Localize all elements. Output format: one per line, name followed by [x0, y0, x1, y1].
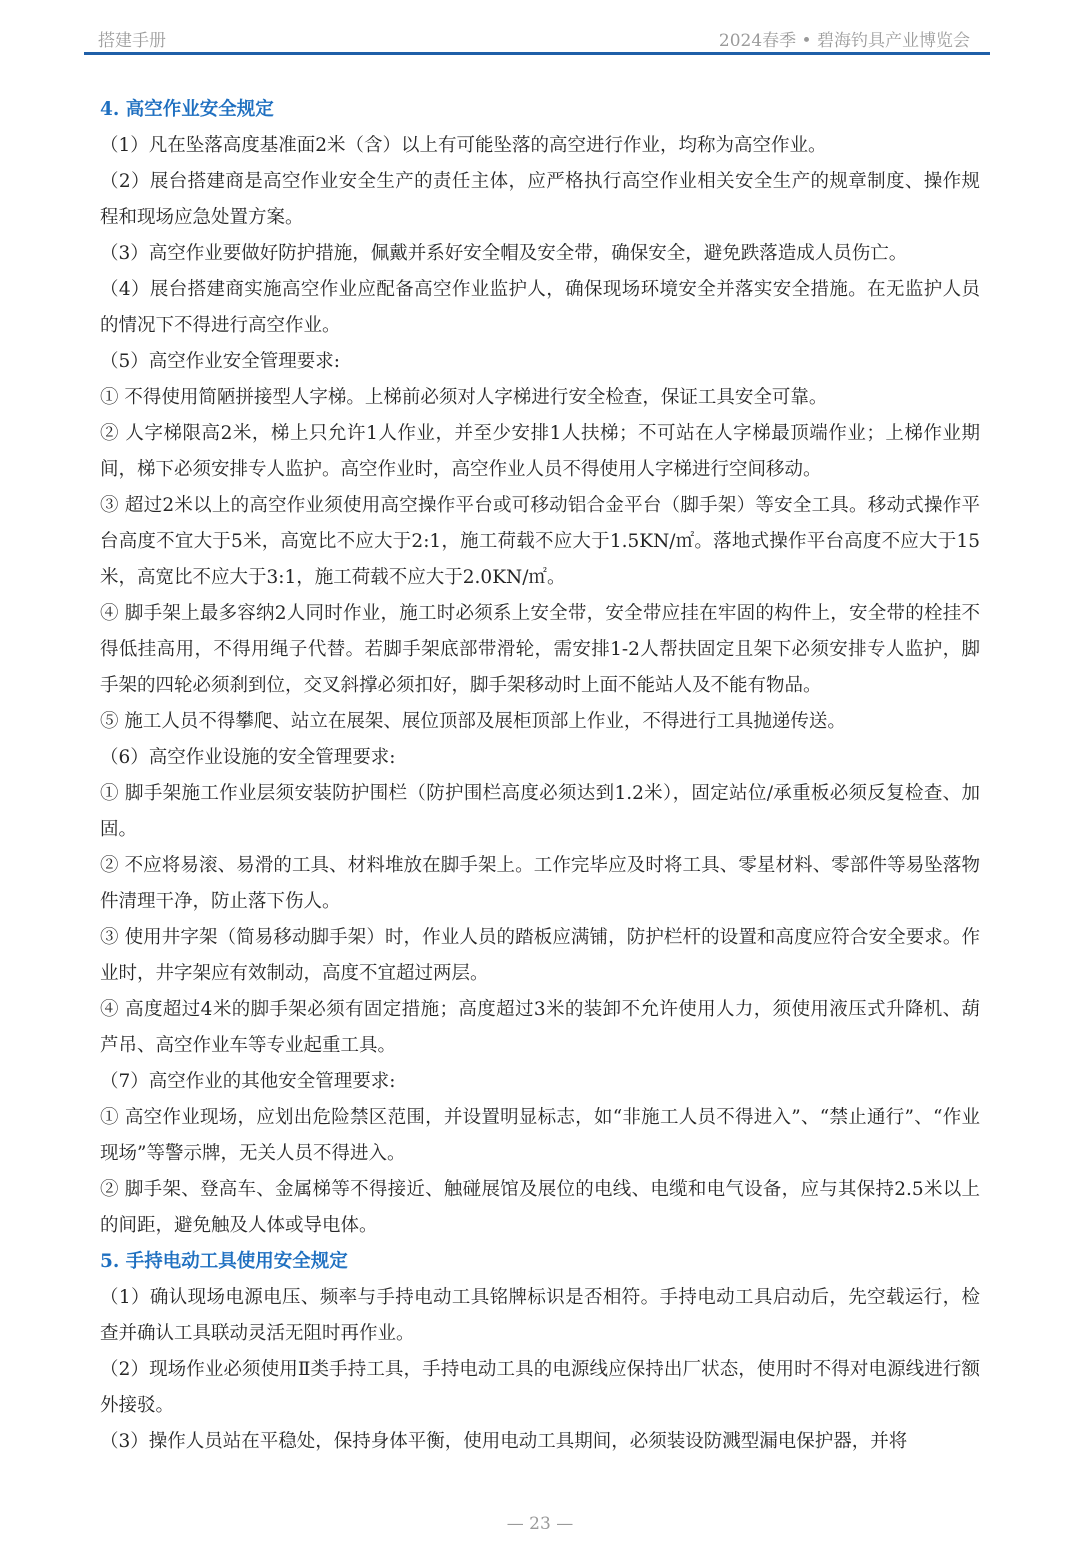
paragraph: ① 脚手架施工作业层须安装防护围栏（防护围栏高度必须达到1.2米），固定站位/承重板必须反复检查、加固。: [100, 783, 980, 840]
paragraph: （2）现场作业必须使用Ⅱ类手持工具，手持电动工具的电源线应保持出厂状态，使用时不得对电源线进行额外接驳。: [100, 1359, 980, 1416]
page-number: — 23 —: [506, 1514, 574, 1534]
paragraph: （1）凡在坠落高度基准面2米（含）以上有可能坠落的高空进行作业，均称为高空作业。: [100, 135, 827, 156]
paragraph: （4）展台搭建商实施高空作业应配备高空作业监护人，确保现场环境安全并落实安全措施。在无监护人员的情况下不得进行高空作业。: [100, 279, 980, 336]
paragraph: （6）高空作业设施的安全管理要求:: [100, 747, 396, 768]
paragraph: （5）高空作业安全管理要求:: [100, 351, 341, 372]
header-divider: [84, 52, 990, 55]
paragraph: ① 不得使用简陋拼接型人字梯。上梯前必须对人字梯进行安全检查，保证工具安全可靠。: [100, 387, 828, 408]
paragraph: ③ 超过2米以上的高空作业须使用高空操作平台或可移动铝合金平台（脚手架）等安全工具。移动式操作平台高度不宜大于5米，高宽比不应大于2:1，施工荷载不应大于1.5KN/㎡。落地式操作平台高度不应大于15米，高宽比不应大于3:1，施工荷载不应大于2.0KN/㎡。: [100, 495, 980, 588]
paragraph: （7）高空作业的其他安全管理要求:: [100, 1071, 396, 1092]
paragraph: ② 人字梯限高2米，梯上只允许1人作业，并至少安排1人扶梯；不可站在人字梯最顶端作业；上梯作业期间，梯下必须安排专人监护。高空作业时，高空作业人员不得使用人字梯进行空间移动。: [100, 423, 980, 480]
paragraph: ③ 使用井字架（简易移动脚手架）时，作业人员的踏板应满铺，防护栏杆的设置和高度应符合安全要求。作业时，井字架应有效制动，高度不宜超过两层。: [100, 927, 980, 984]
paragraph: ② 不应将易滚、易滑的工具、材料堆放在脚手架上。工作完毕应及时将工具、零星材料、零部件等易坠落物件清理干净，防止落下伤人。: [100, 855, 980, 912]
paragraph: （3）高空作业要做好防护措施，佩戴并系好安全帽及安全带，确保安全，避免跌落造成人员伤亡。: [100, 243, 908, 264]
paragraph: （1）确认现场电源电压、频率与手持电动工具铭牌标识是否相符。手持电动工具启动后，先空载运行，检查并确认工具联动灵活无阻时再作业。: [100, 1287, 980, 1344]
paragraph: ④ 高度超过4米的脚手架必须有固定措施；高度超过3米的装卸不允许使用人力，须使用液压式升降机、葫芦吊、高空作业车等专业起重工具。: [100, 999, 980, 1056]
page-header: [84, 22, 990, 52]
paragraph: ⑤ 施工人员不得攀爬、站立在展架、展位顶部及展柜顶部上作业，不得进行工具抛递传送。: [100, 711, 846, 732]
section-heading-5: 5. 手持电动工具使用安全规定: [100, 1251, 348, 1272]
section-5-body: [100, 1280, 980, 1460]
paragraph: （2）展台搭建商是高空作业安全生产的责任主体，应严格执行高空作业相关安全生产的规章制度、操作规程和现场应急处置方案。: [100, 171, 980, 228]
paragraph: ① 高空作业现场，应划出危险禁区范围，并设置明显标志，如“非施工人员不得进入”、“禁止通行”、“作业现场”等警示牌，无关人员不得进入。: [100, 1107, 980, 1164]
paragraph: （3）操作人员站在平稳处，保持身体平衡，使用电动工具期间，必须装设防溅型漏电保护器，并将: [100, 1431, 908, 1452]
section-4-body: [100, 128, 980, 1244]
paragraph: ② 脚手架、登高车、金属梯等不得接近、触碰展馆及展位的电线、电缆和电气设备，应与其保持2.5米以上的间距，避免触及人体或导电体。: [100, 1179, 980, 1236]
section-heading-4: 4. 高空作业安全规定: [100, 99, 274, 120]
header-title: 搭建手册: [98, 31, 166, 51]
header-event-name: 2024春季 • 碧海钓具产业博览会: [718, 31, 970, 51]
paragraph: ④ 脚手架上最多容纳2人同时作业，施工时必须系上安全带，安全带应挂在牢固的构件上，安全带的栓挂不得低挂高用，不得用绳子代替。若脚手架底部带滑轮，需安排1-2人帮扶固定且架下必须安排专人监护，脚手架的四轮必须刹到位，交叉斜撑必须扣好，脚手架移动时上面不能站人及不能有物品。: [100, 603, 980, 696]
document-body: [100, 92, 980, 1460]
